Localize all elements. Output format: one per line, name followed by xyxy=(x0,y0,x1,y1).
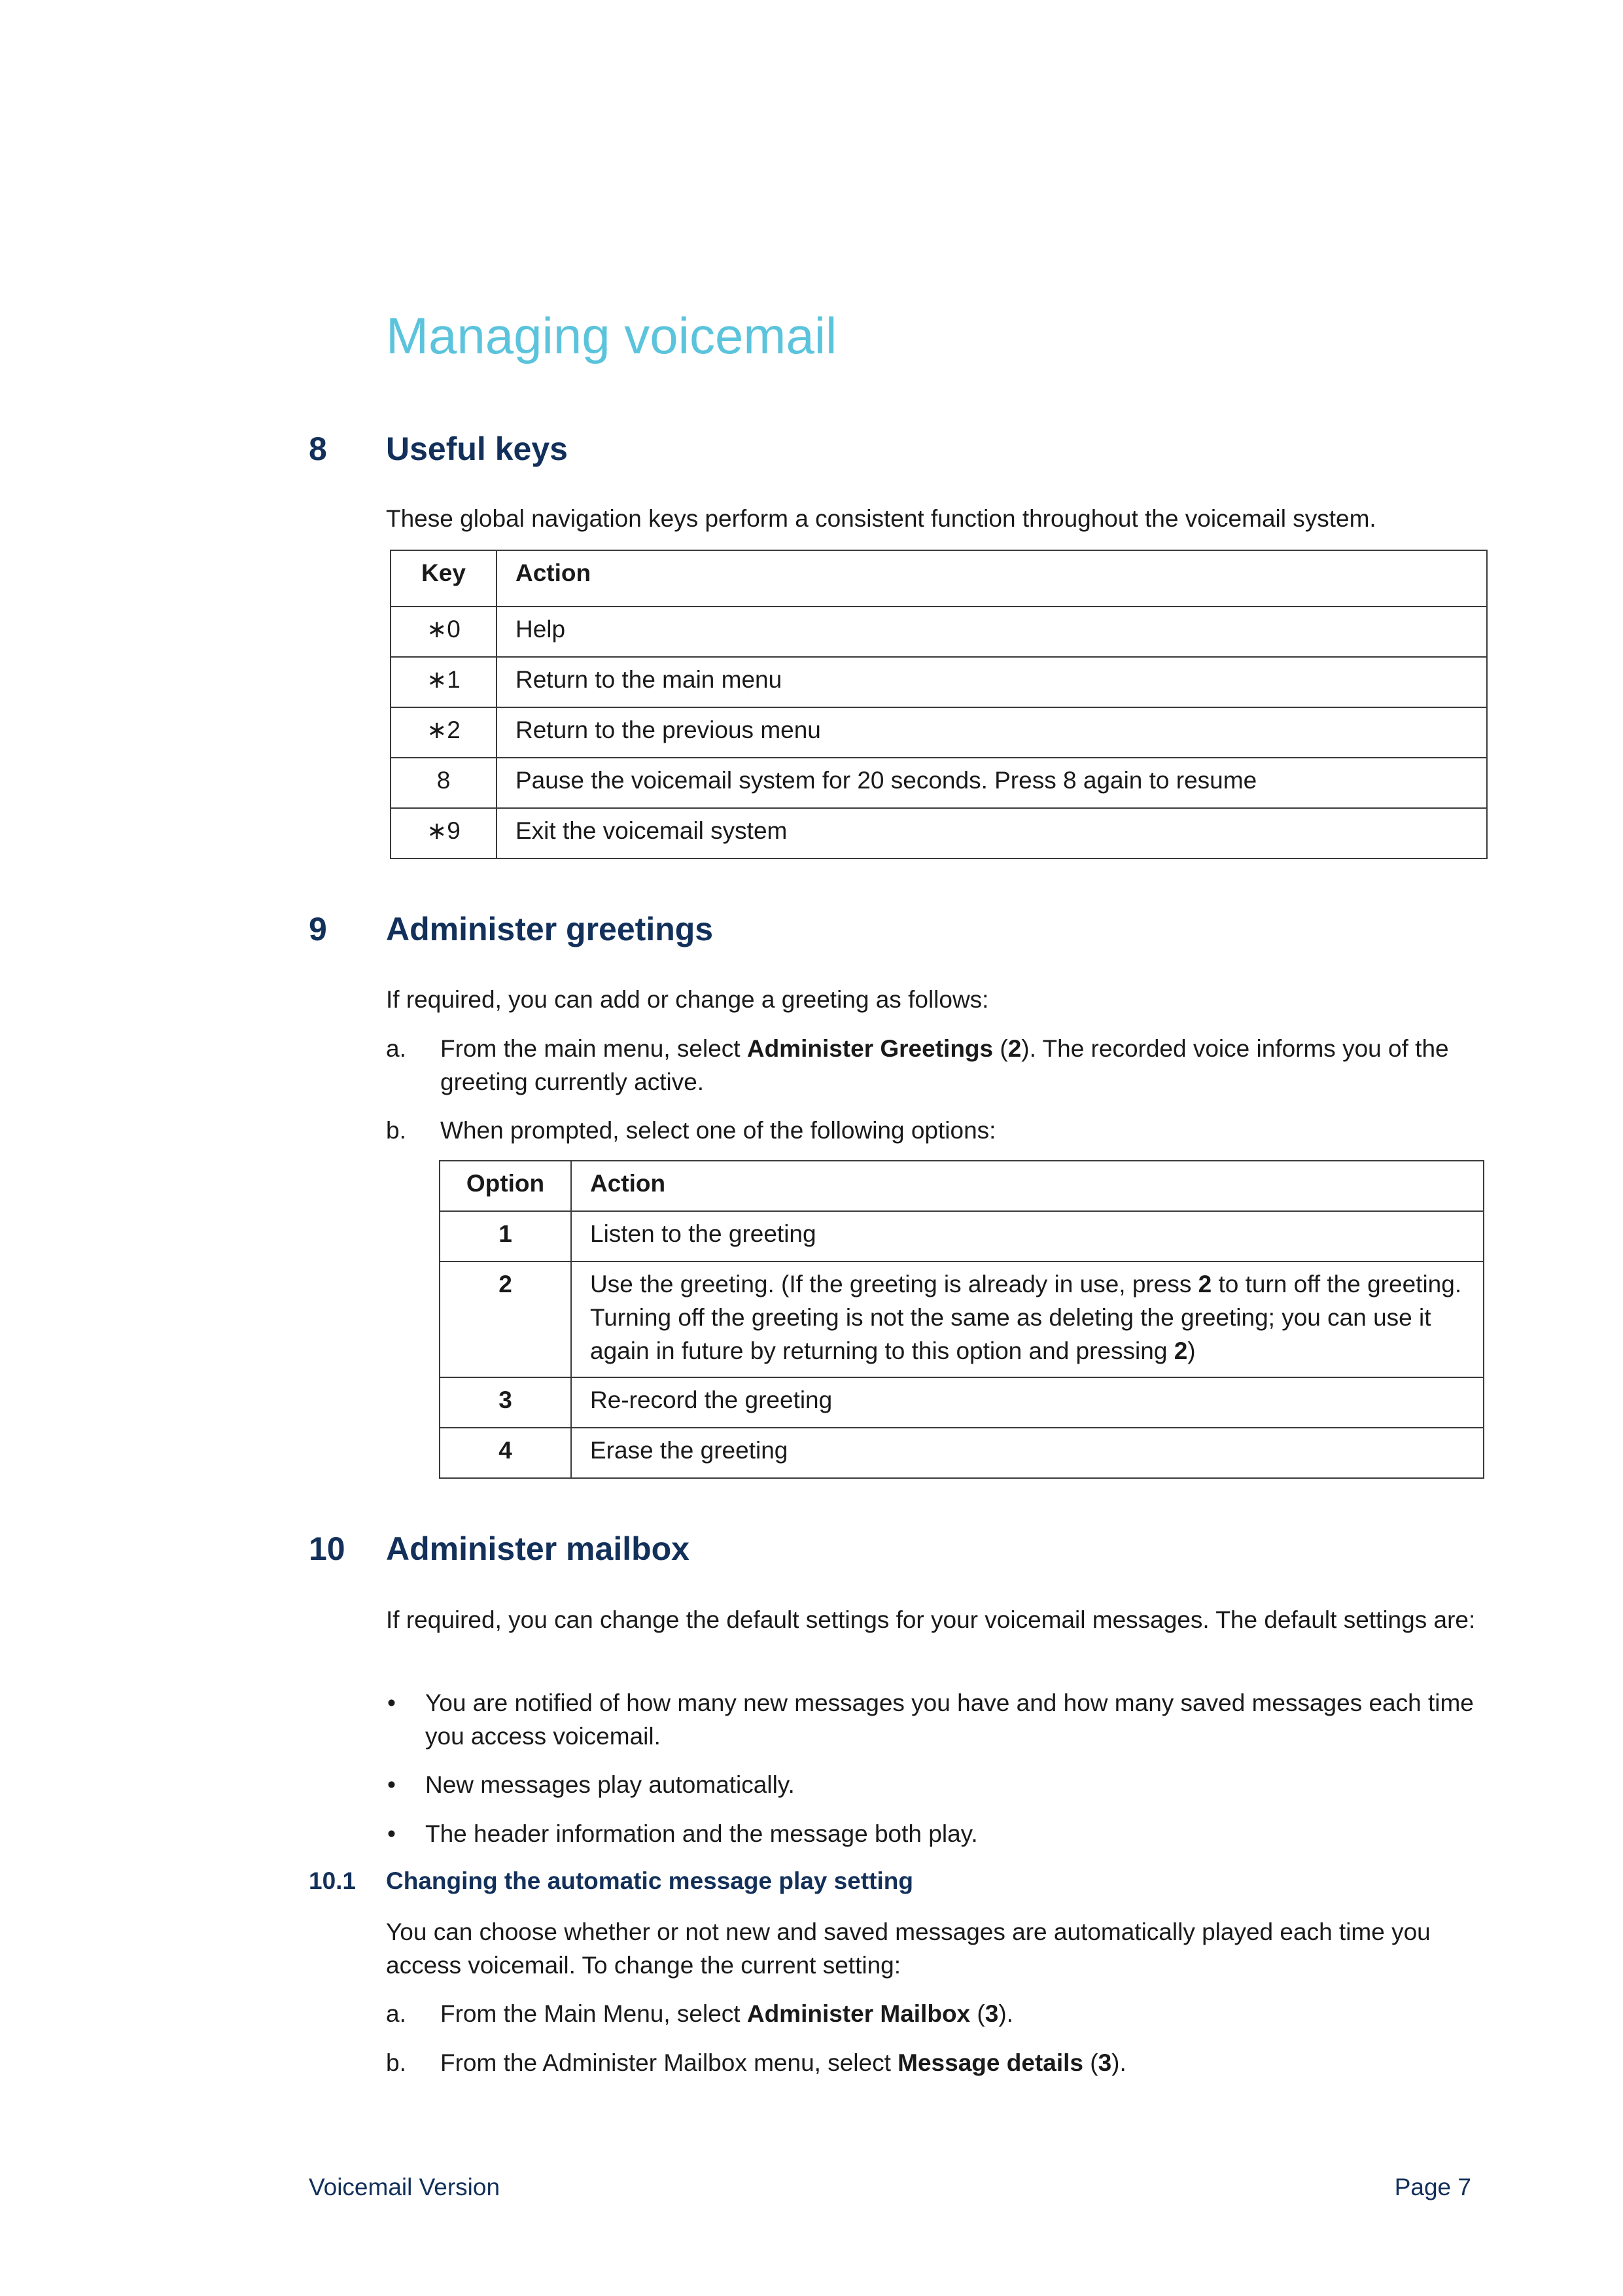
table-header-row xyxy=(440,1161,1484,1211)
action-cell: Exit the voicemail system xyxy=(497,808,1487,858)
list-item: The header information and the message both play. xyxy=(425,1820,978,1847)
bullet-icon: • xyxy=(387,1689,396,1716)
subsection-10-1-heading: Changing the automatic message play setting xyxy=(386,1867,913,1894)
table-row xyxy=(391,657,1487,707)
list-item: You are notified of how many new messages you have and how many saved messages each time you access voicemail. xyxy=(425,1689,1474,1750)
table-row xyxy=(440,1377,1484,1428)
section-8-heading: Useful keys xyxy=(386,431,568,467)
column-header-key: Key xyxy=(391,550,497,607)
action-cell: Pause the voicemail system for 20 seconds. Press 8 again to resume xyxy=(497,758,1487,808)
table-row xyxy=(440,1262,1484,1377)
step-marker: a. xyxy=(386,1035,406,1062)
section-10-number: 10 xyxy=(309,1530,345,1567)
useful-keys-table xyxy=(390,550,1488,859)
section-9-intro: If required, you can add or change a greeting as follows: xyxy=(386,986,989,1013)
step-marker: a. xyxy=(386,2000,406,2027)
mailbox-step-a: From the Main Menu, select Administer Mailbox (3). xyxy=(440,2000,1013,2027)
table-row xyxy=(391,808,1487,858)
table-row xyxy=(440,1211,1484,1262)
section-8-intro: These global navigation keys perform a consistent function throughout the voicemail system. xyxy=(386,505,1376,532)
key-cell: ∗0 xyxy=(391,607,497,657)
footer-page-number: Page 7 xyxy=(1394,2174,1471,2200)
list-item: New messages play automatically. xyxy=(425,1771,795,1798)
section-9-number: 9 xyxy=(309,911,327,947)
action-cell: Listen to the greeting xyxy=(571,1211,1484,1262)
section-8-number: 8 xyxy=(309,431,327,467)
section-9-heading: Administer greetings xyxy=(386,911,714,947)
table-header-row xyxy=(391,550,1487,607)
column-header-action: Action xyxy=(497,550,1487,607)
option-cell: 3 xyxy=(440,1377,571,1428)
option-cell: 4 xyxy=(440,1428,571,1478)
subsection-10-1-number: 10.1 xyxy=(309,1867,357,1894)
greeting-options-table xyxy=(439,1160,1484,1479)
key-cell: ∗9 xyxy=(391,808,497,858)
option-cell: 2 xyxy=(440,1262,571,1377)
table-row xyxy=(391,758,1487,808)
section-10-heading: Administer mailbox xyxy=(386,1530,689,1567)
action-cell: Help xyxy=(497,607,1487,657)
greetings-step-b: When prompted, select one of the following options: xyxy=(440,1117,996,1144)
bullet-icon: • xyxy=(387,1771,396,1798)
key-cell: ∗1 xyxy=(391,657,497,707)
mailbox-step-b: From the Administer Mailbox menu, select Message details (3). xyxy=(440,2049,1126,2076)
column-header-action: Action xyxy=(571,1161,1484,1211)
bullet-icon: • xyxy=(387,1820,396,1847)
page-title: Managing voicemail xyxy=(386,307,837,364)
step-marker: b. xyxy=(386,1117,406,1144)
action-cell: Re-record the greeting xyxy=(571,1377,1484,1428)
action-cell: Use the greeting. (If the greeting is already in use, press 2 to turn off the greeting. Turning off the greeting is not the same as deleting the greeting; you can use it again in future by returning to this option and pressing 2) xyxy=(571,1262,1484,1377)
option-cell: 1 xyxy=(440,1211,571,1262)
table-row xyxy=(391,607,1487,657)
table-row xyxy=(391,707,1487,758)
section-10-intro: If required, you can change the default settings for your voicemail messages. The default settings are: xyxy=(386,1606,1476,1633)
column-header-option: Option xyxy=(440,1161,571,1211)
subsection-10-1-intro: You can choose whether or not new and saved messages are automatically played each time you access voicemail. To change the current setting: xyxy=(386,1918,1431,1979)
greetings-step-a: From the main menu, select Administer Greetings (2). The recorded voice informs you of the greeting currently active. xyxy=(440,1035,1449,1095)
action-cell: Return to the main menu xyxy=(497,657,1487,707)
action-cell: Erase the greeting xyxy=(571,1428,1484,1478)
table-row xyxy=(440,1428,1484,1478)
step-marker: b. xyxy=(386,2049,406,2076)
key-cell: ∗2 xyxy=(391,707,497,758)
key-cell: 8 xyxy=(391,758,497,808)
action-cell: Return to the previous menu xyxy=(497,707,1487,758)
footer-version: Voicemail Version xyxy=(309,2174,500,2200)
